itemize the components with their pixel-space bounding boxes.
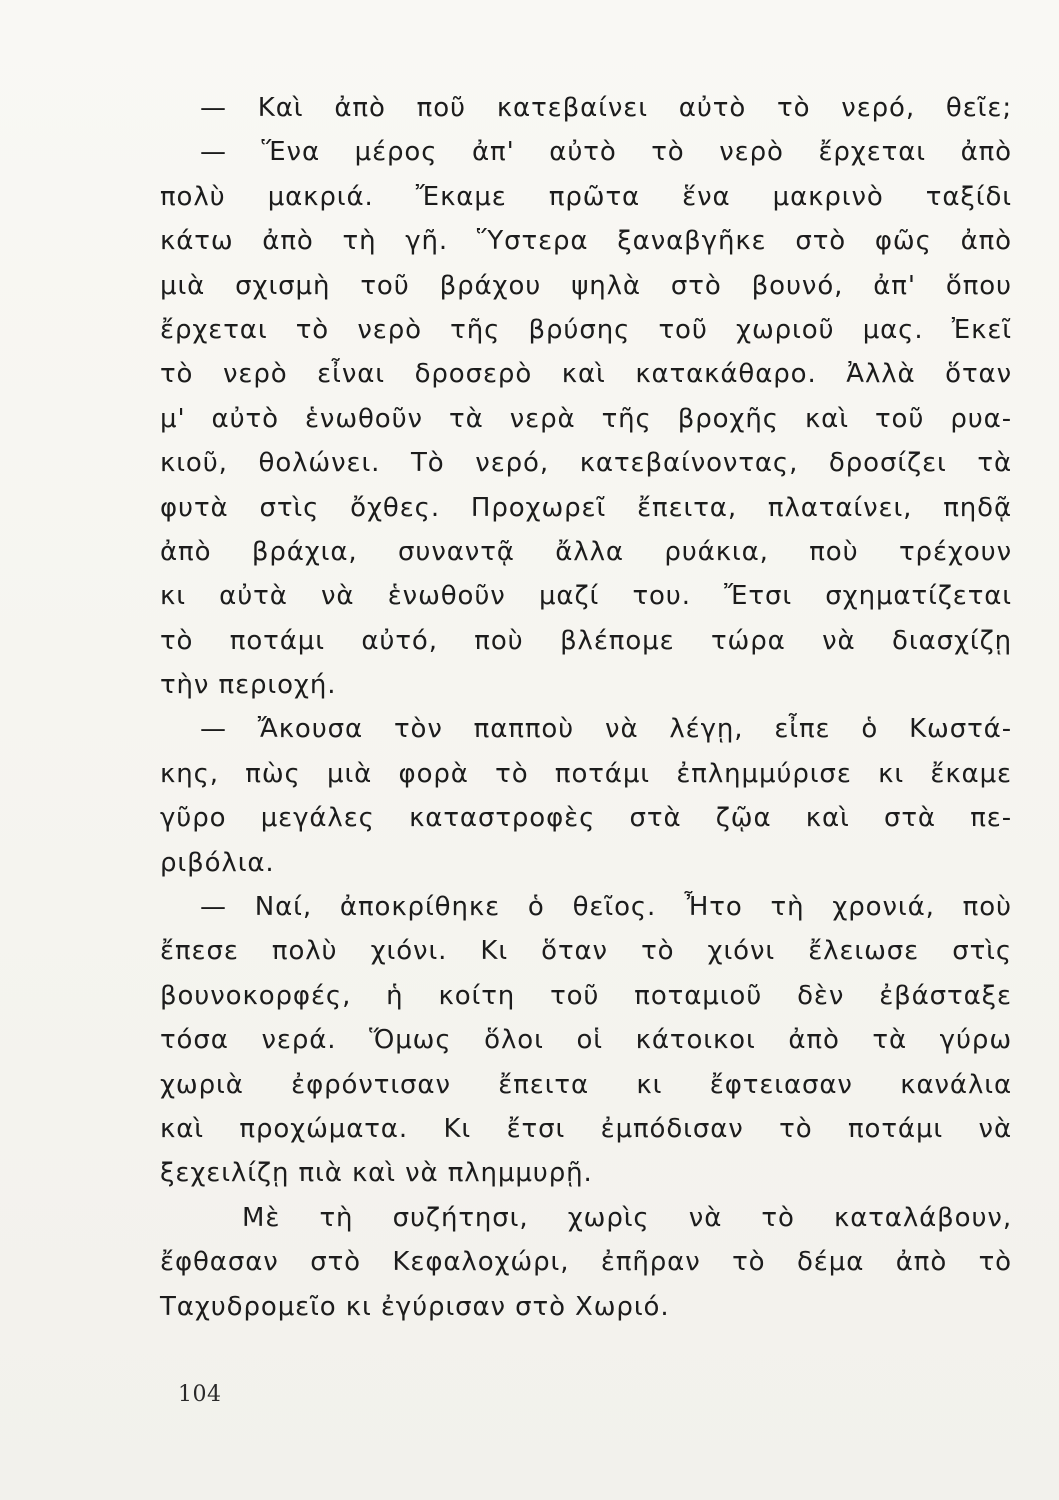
text-line: — Ἕνα μέρος ἀπ' αὐτὸ τὸ νερὸ ἔρχεται ἀπὸ	[200, 137, 1012, 168]
text-line: κάτω ἀπὸ τὴ γῆ. Ὕστερα ξαναβγῆκε στὸ φῶς ἀπὸ	[160, 226, 1012, 257]
text-line: μ' αὐτὸ ἑνωθοῦν τὰ νερὰ τῆς βροχῆς καὶ τοῦ ρυα-	[160, 403, 1012, 434]
text-line: Ταχυδρομεῖο κι ἐγύρισαν στὸ Χωριό.	[160, 1291, 670, 1322]
text-line: χωριὰ ἐφρόντισαν ἔπειτα κι ἔφτειασαν κανάλια	[160, 1069, 1012, 1100]
text-line: ἔφθασαν στὸ Κεφαλοχώρι, ἐπῆραν τὸ δέμα ἀπὸ τὸ	[160, 1247, 1012, 1278]
text-line: ἔπεσε πολὺ χιόνι. Κι ὅταν τὸ χιόνι ἔλειωσε στὶς	[160, 936, 1012, 967]
text-line: τόσα νερά. Ὅμως ὅλοι οἱ κάτοικοι ἀπὸ τὰ γύρω	[160, 1025, 1012, 1056]
text-line: τὸ νερὸ εἶναι δροσερὸ καὶ κατακάθαρο. Ἀλλὰ ὅταν	[160, 359, 1012, 390]
text-line: φυτὰ στὶς ὄχθες. Προχωρεῖ ἔπειτα, πλαταίνει, πηδᾷ	[160, 492, 1012, 523]
text-line: βουνοκορφές, ἡ κοίτη τοῦ ποταμιοῦ δὲν ἐβάσταξε	[160, 980, 1012, 1011]
text-line: τὴν περιοχή.	[160, 670, 337, 701]
text-line: κιοῦ, θολώνει. Τὸ νερό, κατεβαίνοντας, δροσίζει τὰ	[160, 448, 1012, 479]
text-line: ριβόλια.	[160, 847, 275, 878]
text-line: καὶ προχώματα. Κι ἔτσι ἐμπόδισαν τὸ ποτάμι νὰ	[160, 1113, 1012, 1144]
text-line: ἔρχεται τὸ νερὸ τῆς βρύσης τοῦ χωριοῦ μας. Ἐκεῖ	[160, 314, 1012, 345]
text-line: κι αὐτὰ νὰ ἑνωθοῦν μαζί του. Ἔτσι σχηματίζεται	[160, 581, 1012, 612]
text-line: κης, πὼς μιὰ φορὰ τὸ ποτάμι ἐπλημμύρισε κι ἔκαμε	[160, 758, 1012, 789]
text-line: πολὺ μακριά. Ἔκαμε πρῶτα ἕνα μακρινὸ ταξίδι	[160, 181, 1012, 212]
body-text	[160, 86, 1012, 1329]
text-line: — Ἄκουσα τὸν παπποὺ νὰ λέγῃ, εἶπε ὁ Κωστά-	[200, 714, 1012, 745]
text-line: — Ναί, ἀποκρίθηκε ὁ θεῖος. Ἦτο τὴ χρονιά, ποὺ	[200, 892, 1012, 923]
text-line: γῦρο μεγάλες καταστροφὲς στὰ ζῷα καὶ στὰ πε-	[160, 803, 1012, 834]
text-line: Μὲ τὴ συζήτησι, χωρὶς νὰ τὸ καταλάβουν,	[242, 1202, 1012, 1233]
text-line: ξεχειλίζῃ πιὰ καὶ νὰ πλημμυρῇ.	[160, 1158, 593, 1189]
text-line: μιὰ σχισμὴ τοῦ βράχου ψηλὰ στὸ βουνό, ἀπ' ὅπου	[160, 270, 1012, 301]
text-line: τὸ ποτάμι αὐτό, ποὺ βλέπομε τώρα νὰ διασχίζῃ	[160, 625, 1012, 656]
text-line: ἀπὸ βράχια, συναντᾷ ἄλλα ρυάκια, ποὺ τρέχουν	[160, 536, 1012, 567]
text-line: — Καὶ ἀπὸ ποῦ κατεβαίνει αὐτὸ τὸ νερό, θεῖε;	[200, 93, 1012, 123]
page-number: 104	[178, 1382, 222, 1407]
